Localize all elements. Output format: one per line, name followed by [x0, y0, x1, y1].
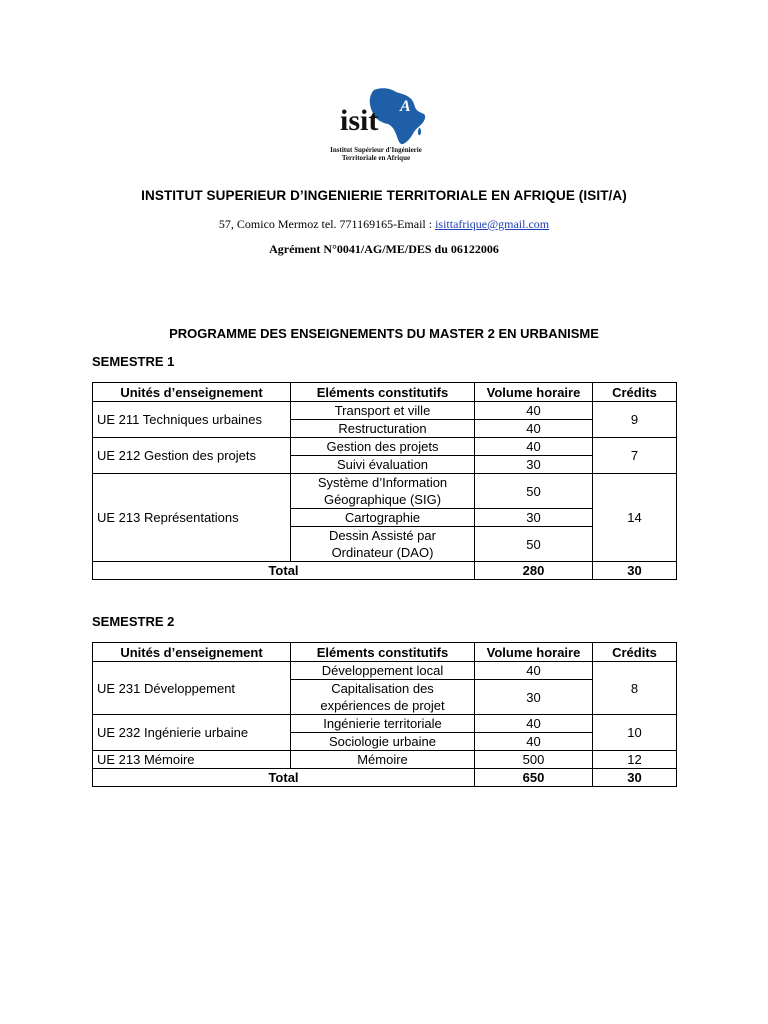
- agrement-line: Agrément N°0041/AG/ME/DES du 06122006: [269, 242, 499, 256]
- ec-volume: 30: [475, 456, 593, 474]
- ue-credits: 7: [593, 438, 677, 474]
- program-title: PROGRAMME DES ENSEIGNEMENTS DU MASTER 2 EN URBANISME: [169, 326, 599, 341]
- ec-name: Gestion des projets: [291, 438, 475, 456]
- ec-name-line1: Capitalisation des: [331, 681, 434, 696]
- total-label: Total: [93, 562, 475, 580]
- ue-name: UE 232 Ingénierie urbaine: [93, 715, 291, 751]
- col-header-ec: Eléments constitutifs: [291, 383, 475, 402]
- ue-credits: 8: [593, 662, 677, 715]
- ec-name: Ingénierie territoriale: [291, 715, 475, 733]
- ec-name: Suivi évaluation: [291, 456, 475, 474]
- logo-caption: [318, 146, 434, 162]
- ec-volume: 40: [475, 402, 593, 420]
- ec-name-line2: Ordinateur (DAO): [331, 545, 434, 560]
- ec-name: Développement local: [291, 662, 475, 680]
- col-header-credits: Crédits: [593, 643, 677, 662]
- col-header-vh: Volume horaire: [475, 643, 593, 662]
- ue-credits: 9: [593, 402, 677, 438]
- table-row: [93, 751, 677, 769]
- email-link[interactable]: isittafrique@gmail.com: [435, 217, 550, 231]
- ec-volume: 50: [475, 474, 593, 509]
- semester1-table: [92, 382, 677, 580]
- ue-name: UE 231 Développement: [93, 662, 291, 715]
- ec-volume: 500: [475, 751, 593, 769]
- contact-text: 57, Comico Mermoz tel. 771169165-Email :: [218, 217, 436, 231]
- ue-credits: 10: [593, 715, 677, 751]
- ec-volume: 40: [475, 715, 593, 733]
- ue-credits: 12: [593, 751, 677, 769]
- col-header-credits: Crédits: [593, 383, 677, 402]
- logo-caption-line1: Institut Supérieur d'Ingénierie: [330, 146, 422, 154]
- ue-name: UE 213 Représentations: [93, 474, 291, 562]
- semester2-label: SEMESTRE 2: [92, 614, 175, 629]
- ue-credits: 14: [593, 474, 677, 562]
- total-row: [93, 769, 677, 787]
- ue-name: UE 213 Mémoire: [93, 751, 291, 769]
- ue-name: UE 212 Gestion des projets: [93, 438, 291, 474]
- ec-name: Sociologie urbaine: [291, 733, 475, 751]
- total-label: Total: [93, 769, 475, 787]
- ec-name: [291, 680, 475, 715]
- table-header-row: [93, 643, 677, 662]
- contact-line: [0, 217, 768, 232]
- total-credits: 30: [593, 769, 677, 787]
- col-header-vh: Volume horaire: [475, 383, 593, 402]
- ec-volume: 40: [475, 438, 593, 456]
- ec-name: [291, 474, 475, 509]
- total-credits: 30: [593, 562, 677, 580]
- logo-brand-suffix: A: [400, 98, 411, 115]
- total-volume: 650: [475, 769, 593, 787]
- isita-logo: [316, 84, 436, 164]
- col-header-ue: Unités d’enseignement: [93, 383, 291, 402]
- ec-volume: 30: [475, 509, 593, 527]
- total-row: [93, 562, 677, 580]
- ec-name: Transport et ville: [291, 402, 475, 420]
- institute-title: INSTITUT SUPERIEUR D’INGENIERIE TERRITORIALE EN AFRIQUE (ISIT/A): [141, 188, 627, 203]
- ue-name: UE 211 Techniques urbaines: [93, 402, 291, 438]
- ec-name-line1: Système d’Information: [317, 475, 448, 490]
- ec-name: Cartographie: [291, 509, 475, 527]
- table-row: [93, 402, 677, 420]
- ec-volume: 30: [475, 680, 593, 715]
- ec-name: Restructuration: [291, 420, 475, 438]
- logo-caption-line2: Territoriale en Afrique: [341, 154, 411, 162]
- ec-volume: 40: [475, 420, 593, 438]
- table-row: [93, 662, 677, 680]
- ec-name-line1: Dessin Assisté par: [329, 528, 436, 543]
- semester2-table: [92, 642, 677, 787]
- logo-brand: isit: [340, 104, 379, 137]
- table-header-row: [93, 383, 677, 402]
- total-volume: 280: [475, 562, 593, 580]
- ec-name: Mémoire: [291, 751, 475, 769]
- col-header-ec: Eléments constitutifs: [291, 643, 475, 662]
- col-header-ue: Unités d’enseignement: [93, 643, 291, 662]
- table-row: [93, 438, 677, 456]
- ec-name-line2: Géographique (SIG): [323, 492, 442, 507]
- ec-name-line2: expériences de projet: [320, 698, 445, 713]
- ec-volume: 40: [475, 733, 593, 751]
- ec-volume: 40: [475, 662, 593, 680]
- ec-name: [291, 527, 475, 562]
- table-row: [93, 474, 677, 509]
- table-row: [93, 715, 677, 733]
- ec-volume: 50: [475, 527, 593, 562]
- semester1-label: SEMESTRE 1: [92, 354, 175, 369]
